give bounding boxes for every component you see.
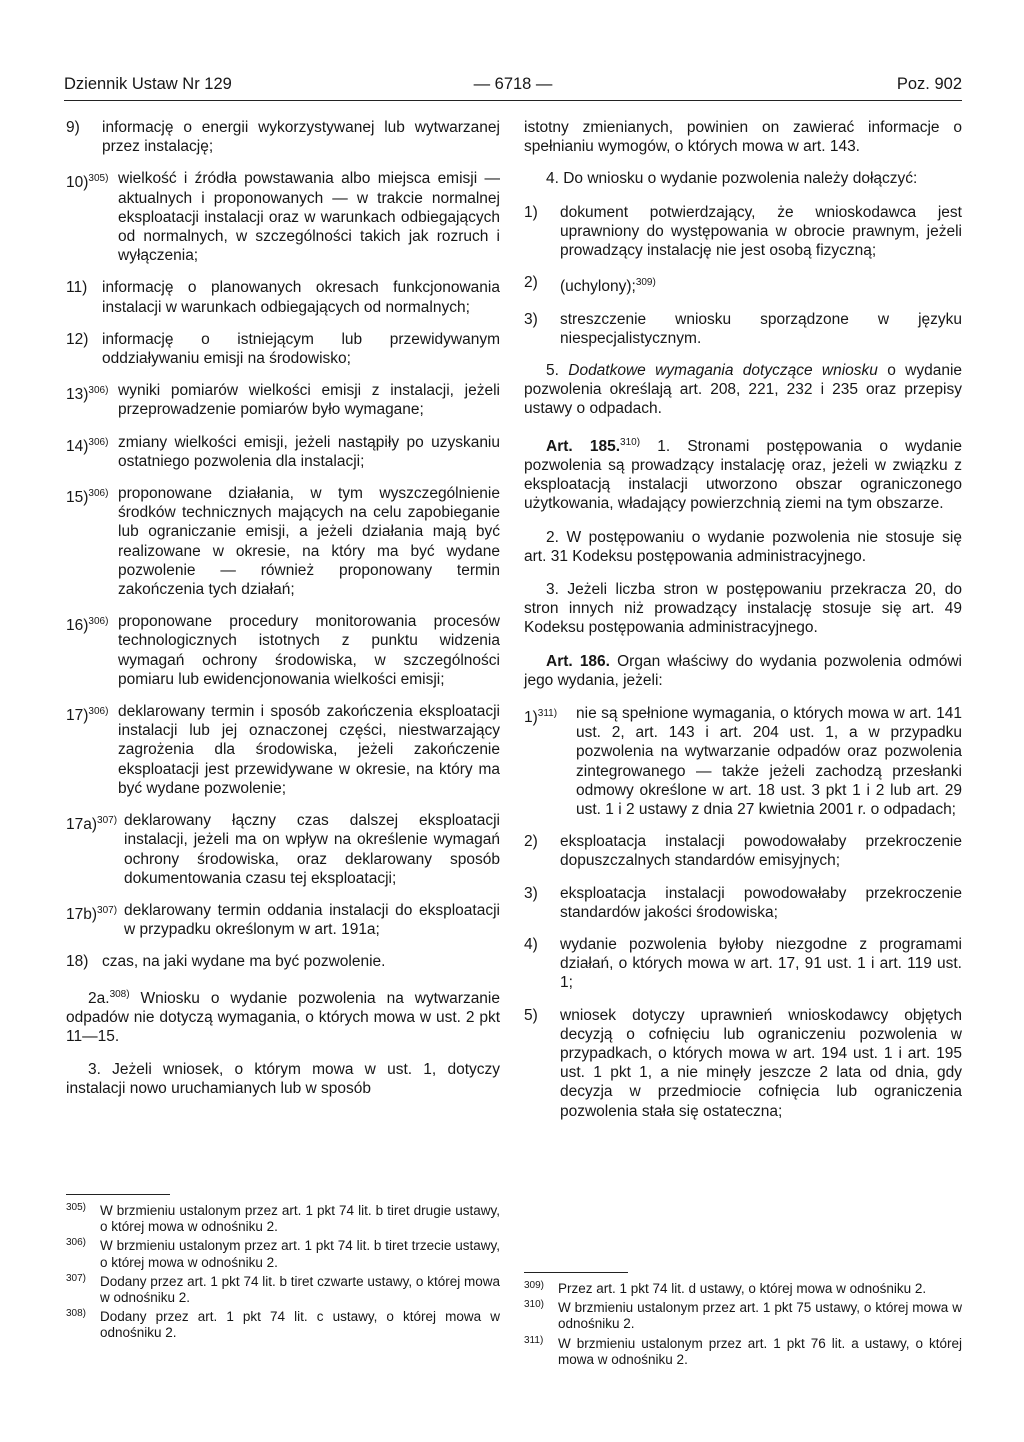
- footnote: 310) W brzmieniu ustalonym przez art. 1 pkt 75 ustawy, o której mowa w odnośniku 2.: [524, 1299, 962, 1332]
- footnote-ref: 306): [88, 488, 109, 500]
- left-column: [66, 118, 500, 1113]
- page-header: [64, 74, 962, 101]
- list-item: 2) (uchylony);$^{309)}$: [524, 274, 656, 296]
- article-186: Art. 186. Organ właściwy do wydania pozwolenia odmówi jego wydania, jeżeli:: [524, 652, 962, 689]
- footnote-ref: 310): [620, 436, 641, 448]
- footnote: 307) Dodany przez art. 1 pkt 74 lit. b tiret czwarte ustawy, o której mowa w odnośniku 2.: [66, 1272, 500, 1306]
- list-item: 16)$^{306)}$ proponowane procedury monitorowania procesów technologicznych istotnych z punktu widzenia wymagań ochrony środowiska, w szczególności pomiaru lub ewidencjonowania wielkości emisji;: [66, 613, 500, 688]
- footnote-ref: 306): [88, 436, 109, 448]
- footnote-ref: 311): [537, 707, 558, 719]
- list-item: 17)$^{306)}$ deklarowany termin i sposób zakończenia eksploatacji instalacji lub jej oznaczonej części, niestwarzający zagrożenia dla środowiska, jeżeli zakończenie eksploatacji jest przewidywane w okresie, na który ma być wydane pozwolenie;: [66, 703, 500, 797]
- list-item: 12) informację o istniejącym lub przewidywanym oddziaływaniu emisji na środowisko;: [66, 330, 500, 368]
- list-item: 14)$^{306)}$ zmiany wielkości emisji, jeżeli nastąpiły po uzyskaniu ostatniego pozwolenia dla instalacji;: [66, 433, 500, 470]
- paragraph-3: 3. Jeżeli wniosek, o którym mowa w ust. 1, dotyczy instalacji nowo uruchamianych lub w sposób: [66, 1061, 500, 1098]
- footnote-divider: [524, 1272, 628, 1273]
- footnote-ref: 306): [88, 706, 109, 718]
- footnote-ref: 307): [97, 815, 118, 827]
- journal-title: Dziennik Ustaw Nr 129: [64, 75, 232, 93]
- footnote-ref: 306): [88, 616, 109, 628]
- list-item: 3) streszczenie wniosku sporządzone w języku niespecjalistycznym.: [524, 310, 962, 347]
- article-185: Art. 185.$^{310)}$ 1. Stronami postępowania o wydanie pozwolenia są prowadzący instalację oraz, jeżeli w związku z eksploatacją instalacji utworzono obszar ograniczonego użytkowania, władający powierzchnią ziemi na tym obszarze.: [524, 436, 962, 513]
- position-number: Poz. 902: [896, 75, 962, 93]
- continuation-text: istotny zmienianych, powinien on zawierać informacje o spełnianiu wymogów, o których mowa w art. 143.: [524, 119, 962, 156]
- footnote: 309) Przez art. 1 pkt 74 lit. d ustawy, o której mowa w odnośniku 2.: [524, 1280, 927, 1296]
- paragraph-2a: 2a.$^{308)}$ Wniosku o wydanie pozwolenia na wytwarzanie odpadów nie dotyczą wymagania, o których mowa w ust. 2 pkt 11—15.: [66, 988, 500, 1046]
- footnote-ref: 309): [635, 277, 656, 289]
- list-item: 2) eksploatacja instalacji powodowałaby przekroczenie dopuszczalnych standardów emisyjnych;: [524, 833, 962, 870]
- list-item: 11) informację o planowanych okresach funkcjonowania instalacji w warunkach odbiegających od normalnych;: [66, 279, 500, 316]
- paragraph-4: 4. Do wniosku o wydanie pozwolenia należy dołączyć:: [546, 170, 918, 188]
- footnote: 306) W brzmieniu ustalonym przez art. 1 pkt 74 lit. b tiret trzecie ustawy, o której mowa w odnośniku 2.: [66, 1237, 500, 1270]
- right-column: [524, 118, 962, 1134]
- paragraph-185-2: 2. W postępowaniu o wydanie pozwolenia nie stosuje się art. 31 Kodeksu postępowania administracyjnego.: [524, 528, 962, 565]
- paragraph-185-3: 3. Jeżeli liczba stron w postępowaniu przekracza 20, do stron innych niż prowadzący instalację stosuje się art. 49 Kodeksu postępowania administracyjnego.: [524, 580, 962, 637]
- list-item: 5) wniosek dotyczy uprawnień wnioskodawcy objętych decyzją o cofnięciu lub ograniczeniu pozwolenia w przypadkach, o których mowa w art. 194 ust. 1 i art. 195 ust. 1 pkt 1, a nie minęły jeszcze 2 lata od dnia, gdy decyzja w przedmiocie cofnięcia lub ograniczenia pozwolenia stała się ostateczna;: [524, 1006, 962, 1120]
- footnote-ref: 306): [88, 385, 109, 397]
- footnote-ref: 308): [109, 988, 130, 1000]
- paragraph-5: 5. Dodatkowe wymagania dotyczące wniosku o wydanie pozwolenia określają art. 208, 221, 232 i 235 oraz przepisy ustawy o odpadach.: [524, 361, 963, 418]
- list-item: 3) eksploatacja instalacji powodowałaby przekroczenie standardów jakości środowiska;: [524, 884, 962, 921]
- list-item: 10)$^{305)}$ wielkość i źródła powstawania albo miejsca emisji — aktualnych i proponowanych — w trakcie normalnej eksploatacji instalacji oraz w warunkach odbiegających od normalnych, w szczególności takich jak rozruch i wyłączenia;: [66, 170, 500, 265]
- page-number: — 6718 —: [473, 75, 553, 93]
- list-item: 13)$^{306)}$ wyniki pomiarów wielkości emisji z instalacji, jeżeli przeprowadzenie pomiarów było wymagane;: [66, 382, 500, 419]
- list-item: 17b)$^{307)}$ deklarowany termin oddania instalacji do eksploatacji w przypadku określonym w art. 191a;: [66, 901, 500, 939]
- footnote-ref: 307): [97, 904, 118, 916]
- footnote: 311) W brzmieniu ustalonym przez art. 1 pkt 76 lit. a ustawy, o której mowa w odnośniku 2.: [524, 1334, 962, 1367]
- list-item: 18) czas, na jaki wydane ma być pozwolenie.: [66, 953, 386, 971]
- footnote: 305) W brzmieniu ustalonym przez art. 1 pkt 74 lit. b tiret drugie ustawy, o której mowa w odnośniku 2.: [66, 1202, 500, 1235]
- list-item: 1)$^{311)}$ nie są spełnione wymagania, o których mowa w art. 141 ust. 2, art. 143 i art. 204 ust. 1, a w przypadku pozwolenia na wytwarzanie odpadów oraz pozwolenia zintegrowanego — także jeżeli zachodzą przesłanki odmowy określone w art. 18 ust. 3 pkt 1 i 2 lub art. 29 ust. 1 i 2 ustawy z dnia 27 kwietnia 2001 r. o odpadach;: [524, 704, 962, 818]
- list-item: 17a)$^{307)}$ deklarowany łączny czas dalszej eksploatacji instalacji, jeżeli ma on wpływ na określenie wymagań ochrony środowiska, oraz deklarowany sposób dokumentowania czasu tej eksploatacji;: [66, 812, 500, 887]
- list-item: 1) dokument potwierdzający, że wnioskodawca jest uprawniony do występowania w obrocie prawnym, jeżeli prowadzący instalację nie jest osobą fizyczną;: [524, 203, 962, 260]
- footnote-ref: 305): [88, 173, 109, 185]
- footnote-divider: [66, 1194, 170, 1195]
- list-item: 9) informację o energii wykorzystywanej lub wytwarzanej przez instalację;: [66, 119, 500, 156]
- list-item: 4) wydanie pozwolenia byłoby niezgodne z programami działań, o których mowa w art. 17, 91 ust. 1 i art. 119 ust. 1;: [524, 936, 962, 992]
- footnote: 308) Dodany przez art. 1 pkt 74 lit. c ustawy, o której mowa w odnośniku 2.: [66, 1308, 500, 1341]
- list-item: 15)$^{306)}$ proponowane działania, w tym wyszczególnienie środków technicznych mających na celu zapobieganie lub ograniczanie emisji, a jeżeli działania mają być realizowane w okresie, na który ma być wydane pozwolenie — również proponowany termin zakończenia tych działań;: [66, 485, 500, 599]
